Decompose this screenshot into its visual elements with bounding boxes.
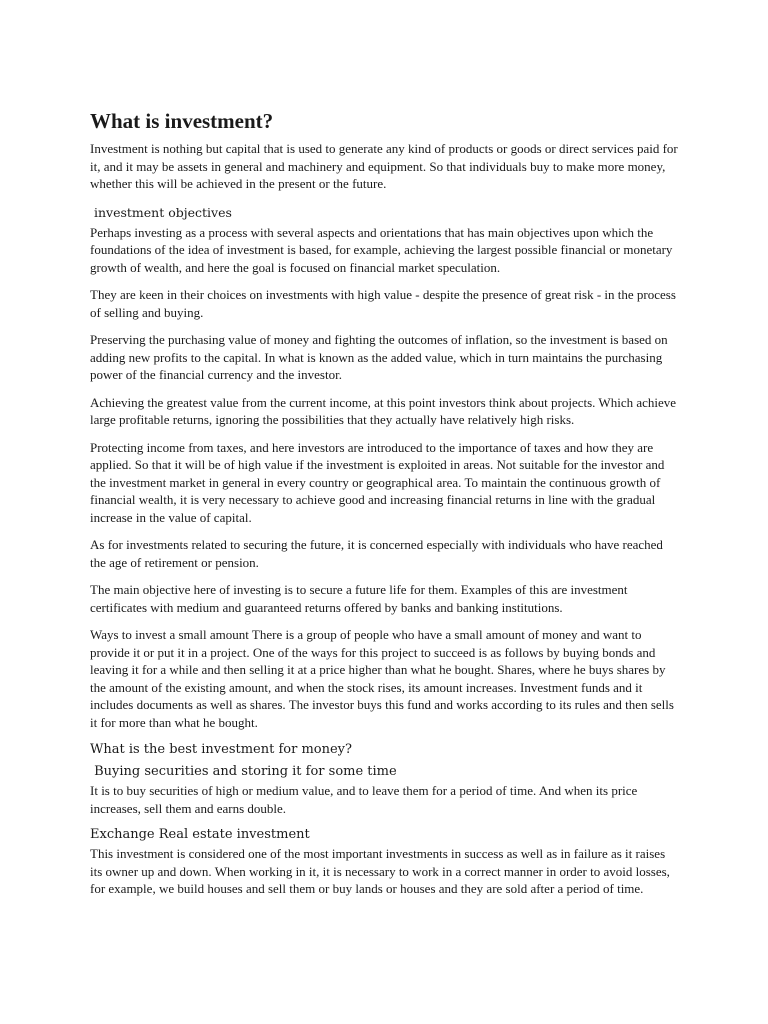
- objectives-paragraph-3: Preserving the purchasing value of money and fighting the outcomes of inflation, so the investment is based on adding new profits to the capital. In what is known as the added value, which in turn maintains the purchasing power of the financial currency and the investor.: [90, 332, 668, 382]
- document-title: What is investment?: [90, 109, 274, 133]
- best-investment-heading: What is the best investment for money?: [90, 742, 352, 757]
- securities-paragraph: It is to buy securities of high or medium value, and to leave them for a period of time. And when its price increases, sell them and earns double.: [90, 783, 638, 816]
- small-amount-paragraph: Ways to invest a small amount There is a group of people who have a small amount of money and want to provide it or put it in a project. One of the ways for this project to succeed is as follows by buying bonds and leaving it for a while and then selling it at a price higher than what he bought. Shares, where he buys shares by the amount of the existing amount, and when the stock rises, its amount increases. Investment funds and it includes documents as well as shares. The investor buys this fund and works according to its rules and then sells it for more than what he bought.: [90, 627, 674, 730]
- real-estate-heading: Exchange Real estate investment: [90, 827, 310, 842]
- intro-paragraph: Investment is nothing but capital that is used to generate any kind of products or goods or direct services paid for it, and it may be assets in general and machinery and equipment. So that individuals buy to make more money, whether this will be achieved in the present or the future.: [90, 141, 678, 191]
- objectives-heading: investment objectives: [90, 204, 232, 220]
- objectives-paragraph-6: As for investments related to securing the future, it is concerned especially with individuals who have reached the age of retirement or pension.: [90, 537, 663, 570]
- securities-heading: Buying securities and storing it for some time: [90, 764, 397, 779]
- document-page: [90, 108, 680, 898]
- objectives-paragraph-2: They are keen in their choices on investments with high value - despite the presence of great risk - in the process of selling and buying.: [90, 287, 676, 320]
- objectives-paragraph-4: Achieving the greatest value from the current income, at this point investors think about projects. Which achieve large profitable returns, ignoring the possibilities that they actually have relatively high risks.: [90, 394, 677, 427]
- objectives-paragraph-1: Perhaps investing as a process with several aspects and orientations that has main objectives upon which the foundations of the idea of investment is based, for example, achieving the largest possible financial or monetary growth of wealth, and here the goal is focused on financial market speculation.: [90, 224, 673, 275]
- real-estate-paragraph: This investment is considered one of the most important investments in success as well as in failure as it raises its owner up and down. When working in it, it is necessary to work in a correct manner in order to avoid losses, for example, we build houses and sell them or buy lands or houses and they are sold after a period of time.: [90, 846, 670, 896]
- objectives-paragraph-5: Protecting income from taxes, and here investors are introduced to the importance of taxes and how they are applied. So that it will be of high value if the investment is exploited in areas. Not suitable for the investor and the investment market in general in every country or geographical area. To maintain the continuous growth of financial wealth, it is very necessary to achieve good and increasing financial returns in line with the gradual increase in the value of capital.: [90, 439, 665, 525]
- objectives-paragraph-7: The main objective here of investing is to secure a future life for them. Examples of this are investment certificates with medium and guaranteed returns offered by banks and banking institutions.: [90, 582, 628, 615]
